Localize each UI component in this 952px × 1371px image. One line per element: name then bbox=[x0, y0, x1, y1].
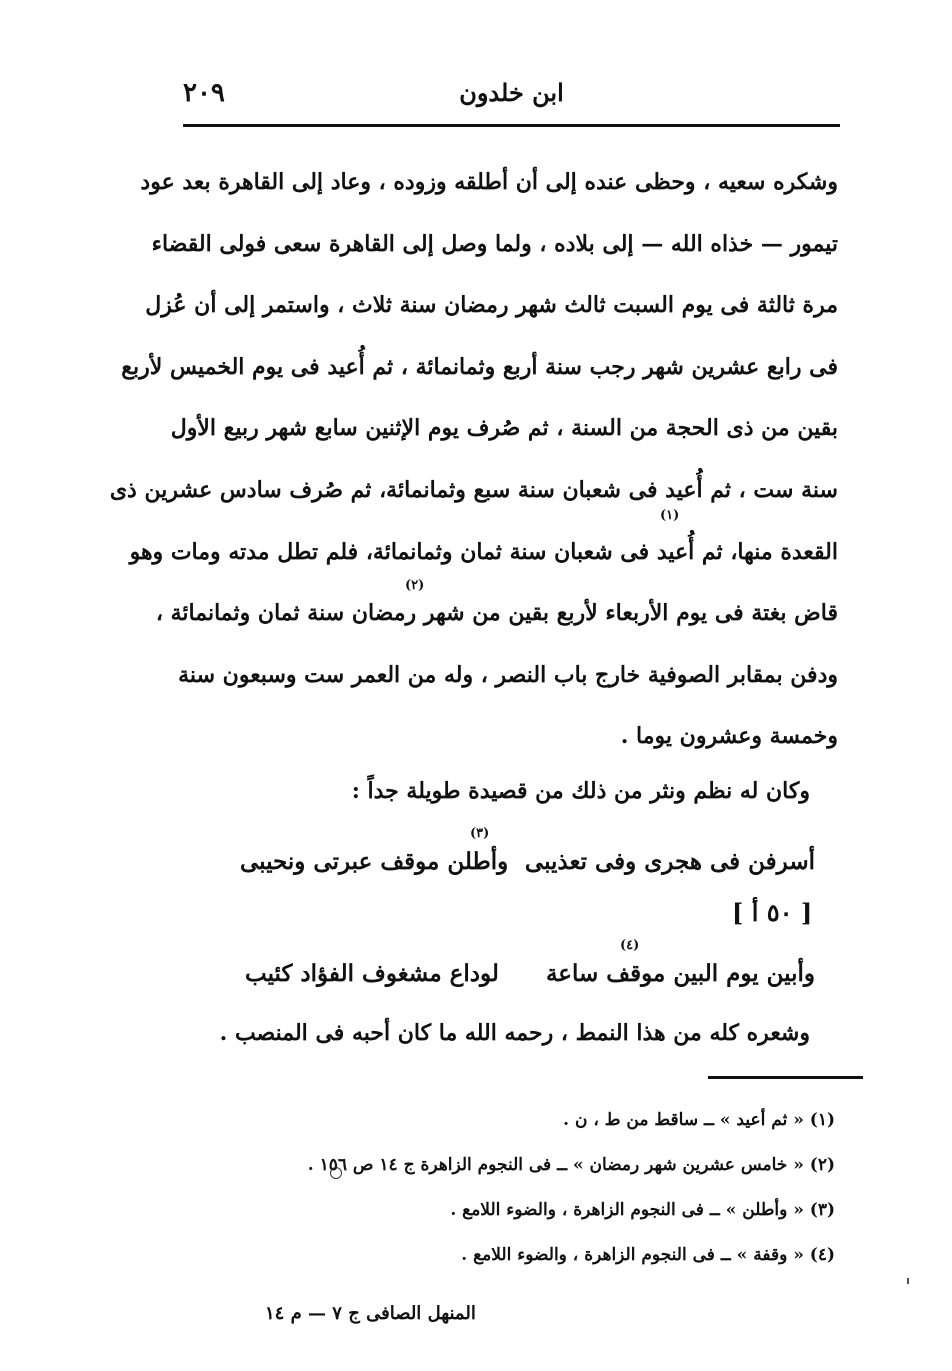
text-line: تيمور — خذاه الله — إلى بلاده ، ولما وصل إلى القاهرة سعى فولى القضاء bbox=[151, 230, 838, 257]
footnote: (٤) « وقفة » ــ فى النجوم الزاهرة ، والضوء اللامع . bbox=[461, 1245, 835, 1265]
text-line: وشكره سعيه ، وحظى عنده إلى أن أطلقه وزوده ، وعاد إلى القاهرة بعد عود bbox=[140, 169, 838, 195]
verse-hemistich: لوداع مشغوف الفؤاد كئيب bbox=[245, 960, 499, 987]
stamp-mark bbox=[330, 1167, 342, 1179]
poem-verse bbox=[245, 960, 815, 1000]
scan-speck bbox=[907, 1278, 909, 1284]
text-line: فى رابع عشرين شهر رجب سنة أربع وثمانمائة ، ثم أُعيد فى يوم الخميس لأربع bbox=[121, 353, 838, 380]
footnote: (٢) « خامس عشرين شهر رمضان » ــ فى النجوم الزاهرة ج ١٤ ص ١٥٦ . bbox=[307, 1155, 835, 1175]
note-marker: (٢) bbox=[405, 578, 425, 593]
text-line: ودفن بمقابر الصوفية خارج باب النصر ، وله من العمر ست وسبعون سنة bbox=[178, 661, 838, 688]
text-line: القعدة منها، ثم أُعيد فى شعبان سنة ثمان وثمانمائة، فلم تطل مدته ومات وهو bbox=[129, 538, 838, 565]
footnote: (٣) « وأطلن » ــ فى النجوم الزاهرة ، والضوء اللامع . bbox=[450, 1200, 835, 1220]
main-text bbox=[109, 160, 838, 776]
note-marker: (٤) bbox=[620, 938, 640, 953]
text-line: سنة ست ، ثم أُعيد فى شعبان سنة سبع وثمانمائة، ثم صُرف سادس عشرين ذى bbox=[109, 476, 838, 503]
page-header bbox=[183, 78, 840, 118]
text-line: مرة ثالثة فى يوم السبت ثالث شهر رمضان سنة ثلاث ، واستمر إلى أن عُزل bbox=[145, 292, 838, 319]
page-number: ٢٠٩ bbox=[183, 78, 225, 108]
closing-line: وشعره كله من هذا النمط ، رحمه الله ما كان أحبه فى المنصب . bbox=[219, 1020, 810, 1046]
verse-hemistich: وأبين يوم البين موقف ساعة bbox=[545, 960, 815, 987]
footnote: (١) « ثم أعيد » ــ ساقط من ط ، ن . bbox=[563, 1110, 835, 1130]
footnote-rule bbox=[708, 1076, 863, 1079]
footnotes bbox=[290, 1102, 835, 1282]
verse-hemistich: وأطلن موقف عبرتى ونحيبى bbox=[240, 848, 509, 875]
poem-intro: وكان له نظم ونثر من ذلك من قصيدة طويلة جداً : bbox=[351, 778, 810, 804]
text-line: قاض بغتة فى يوم الأربعاء لأربع بقين من شهر رمضان سنة ثمان وثمانمائة ، bbox=[155, 600, 838, 627]
text-line: بقين من ذى الحجة من السنة ، ثم صُرف يوم الإثنين سابع شهر ربيع الأول bbox=[170, 415, 838, 442]
folio-reference: [ ٥٠ أ ] bbox=[732, 898, 813, 927]
running-title: ابن خلدون bbox=[459, 78, 564, 107]
note-marker: (٣) bbox=[470, 826, 490, 841]
verse-hemistich: أسرفن فى هجرى وفى تعذيبى bbox=[524, 848, 815, 875]
poem-verse bbox=[240, 848, 815, 888]
text-line: وخمسة وعشرون يوما . bbox=[620, 723, 838, 750]
note-marker: (١) bbox=[660, 508, 680, 523]
signature-line: المنهل الصافى ج ٧ — م ١٤ bbox=[265, 1303, 476, 1324]
header-rule bbox=[183, 124, 840, 127]
